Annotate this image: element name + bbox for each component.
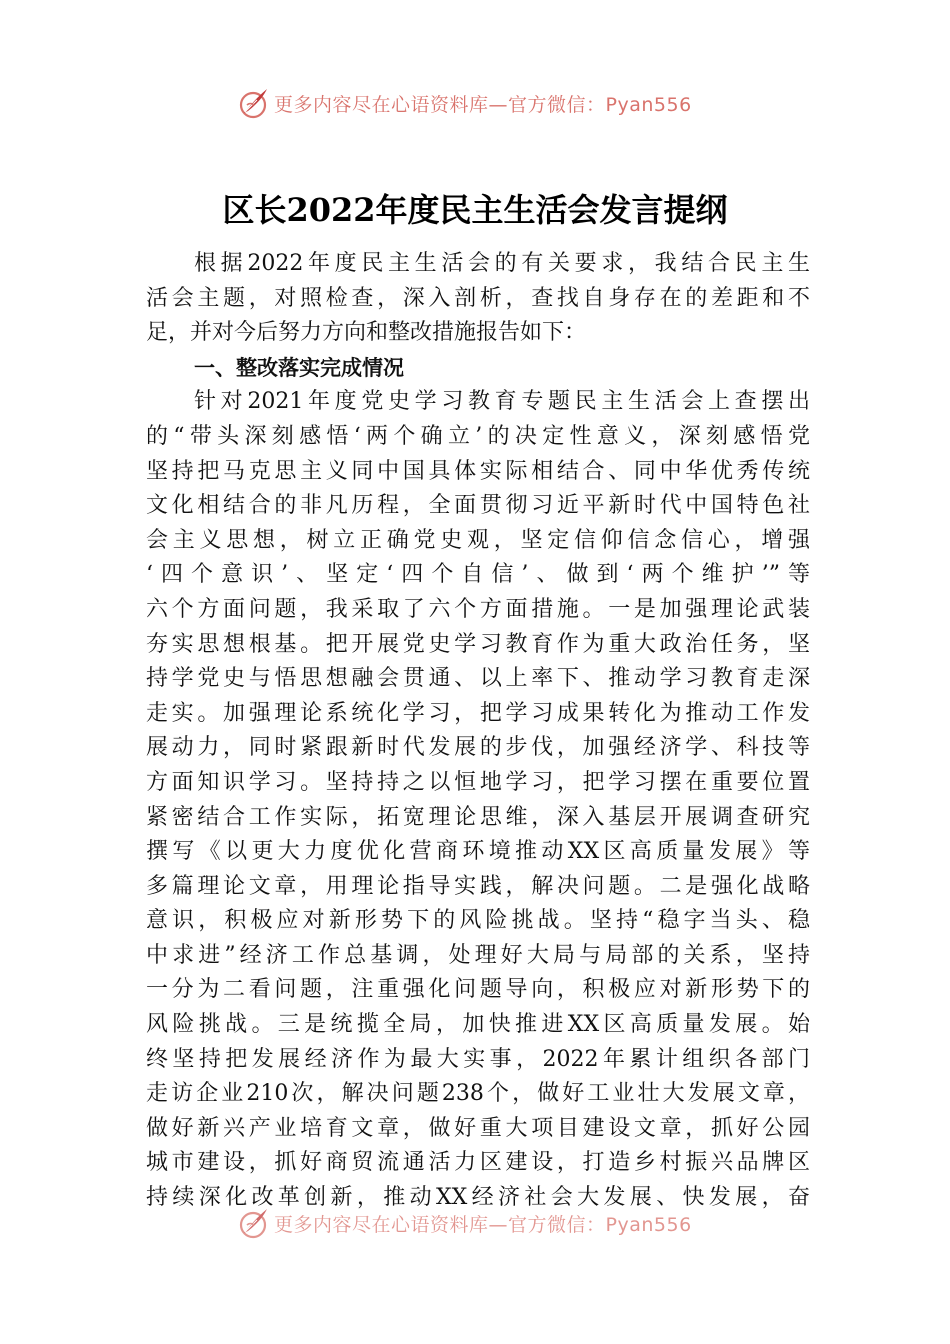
watermark-text (274, 1210, 692, 1237)
paragraph-line: 终坚持把发展经济作为最大实事，2022年累计组织各部门 (146, 1046, 810, 1072)
paragraph-line: 会主义思想，树立正确党史观，坚定信仰信念信心，增强 (146, 527, 810, 553)
watermark-footer (236, 1206, 692, 1240)
paragraph-line: 的“带头深刻感悟‘两个确立’的决定性意义，深刻感悟党 (146, 423, 810, 449)
watermark-text-main: 更多内容尽在心语资料库—官方微信： (274, 1213, 606, 1236)
paragraph-line: 文化相结合的非凡历程，全面贯彻习近平新时代中国特色社 (146, 493, 810, 519)
paragraph-line: 城市建设，抓好商贸流通活力区建设，打造乡村振兴品牌区 (146, 1150, 810, 1176)
watermark-text-id: Pyan556 (605, 93, 692, 116)
document-title: 区长2022年度民主生活会发言提纲 (222, 191, 728, 229)
paragraph-line: 紧密结合工作实际，拓宽理论思维，深入基层开展调查研究 (146, 804, 810, 830)
paragraph-line: 六个方面问题，我采取了六个方面措施。一是加强理论武装 (146, 596, 810, 622)
paragraph-line: 足，并对今后努力方向和整改措施报告如下： (146, 320, 587, 346)
paragraph-line: 做好新兴产业培育文章，做好重大项目建设文章，抓好公园 (146, 1115, 810, 1141)
paragraph-line: 方面知识学习。坚持持之以恒地学习，把学习摆在重要位置 (146, 769, 810, 795)
paragraph-line: 走访企业210次，解决问题238个，做好工业壮大发展文章， (146, 1081, 810, 1107)
paragraph-line: 活会主题，对照检查，深入剖析，查找自身存在的差距和不 (146, 285, 810, 311)
watermark-text-main: 更多内容尽在心语资料库—官方微信： (274, 93, 606, 116)
document-body (146, 247, 810, 1216)
paragraph-line: 根据2022年度民主生活会的有关要求，我结合民主生 (194, 251, 810, 276)
paragraph-line: 中求进”经济工作总基调，处理好大局与局部的关系，坚持 (146, 942, 810, 968)
paragraph-line: 夯实思想根基。把开展党史学习教育作为重大政治任务，坚 (146, 631, 810, 657)
paragraph-line: 持学党史与悟思想融会贯通、以上率下、推动学习教育走深 (146, 666, 810, 692)
paragraph-line: 意识，积极应对新形势下的风险挑战。坚持“稳字当头、稳 (146, 908, 810, 934)
paragraph-line: 多篇理论文章，用理论指导实践，解决问题。二是强化战略 (146, 873, 810, 899)
paragraph-line: ‘四个意识’、坚定‘四个自信’、做到‘两个维护’”等 (146, 562, 810, 588)
paragraph-line: 持续深化改革创新，推动XX经济社会大发展、快发展，奋 (146, 1185, 810, 1211)
paragraph-line: 展动力，同时紧跟新时代发展的步伐，加强经济学、科技等 (146, 735, 810, 761)
watermark-header (236, 86, 692, 120)
paragraph-line: 走实。加强理论系统化学习，把学习成果转化为推动工作发 (146, 700, 810, 726)
paragraph-line: 撰写《以更大力度优化营商环境推动XX区高质量发展》等 (146, 839, 810, 865)
quill-logo-icon (236, 86, 270, 120)
paragraph-line: 针对2021年度党史学习教育专题民主生活会上查摆出 (194, 389, 810, 415)
watermark-text-id: Pyan556 (605, 1213, 692, 1236)
quill-logo-icon (236, 1206, 270, 1240)
watermark-text (274, 90, 692, 117)
paragraph-line: 风险挑战。三是统揽全局，加快推进XX区高质量发展。始 (146, 1012, 810, 1038)
paragraph-line: 一分为二看问题，注重强化问题导向，积极应对新形势下的 (146, 977, 810, 1003)
paragraph-line: 坚持把马克思主义同中国具体实际相结合、同中华优秀传统 (146, 458, 810, 484)
section-heading: 一、整改落实完成情况 (194, 355, 404, 380)
